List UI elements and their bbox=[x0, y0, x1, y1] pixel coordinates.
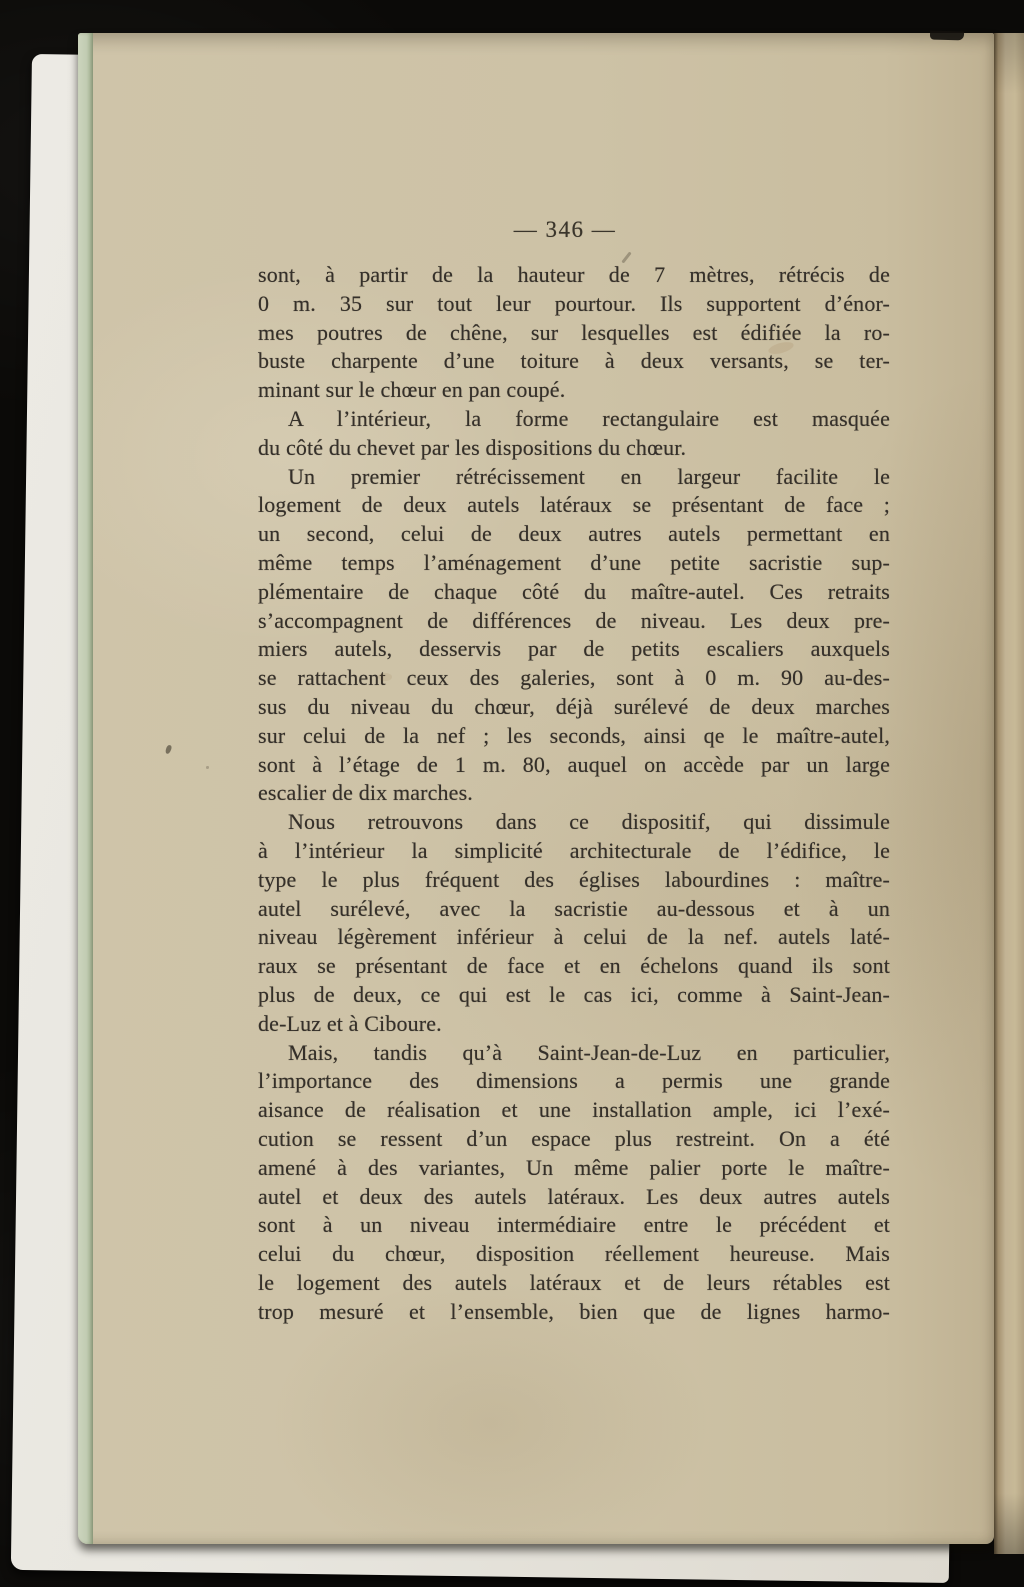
text-line: autel surélevé, avec la sacristie au-dessous et à un bbox=[258, 895, 890, 921]
text-line: sont à un niveau intermédiaire entre le précédent et bbox=[258, 1212, 890, 1238]
margin-dot-speck bbox=[206, 766, 209, 769]
text-line: s’accompagnent de différences de niveau. Les deux pre- bbox=[258, 607, 890, 633]
text-line: le logement des autels latéraux et de leurs rétables est bbox=[258, 1269, 890, 1295]
text-line: sur celui de la nef ; les seconds, ainsi qe le maître-autel, bbox=[258, 722, 890, 748]
text-line: trop mesuré et l’ensemble, bien que de lignes harmo- bbox=[258, 1298, 890, 1324]
text-line: même temps l’aménagement d’une petite sacristie sup- bbox=[258, 549, 890, 575]
paper-stain bbox=[378, 673, 392, 681]
text-line: Mais, tandis qu’à Saint-Jean-de-Luz en particulier, bbox=[288, 1039, 890, 1065]
text-line: celui du chœur, disposition réellement heureuse. Mais bbox=[258, 1241, 890, 1267]
text-line: du côté du chevet par les dispositions du chœur. bbox=[258, 434, 687, 460]
text-line: raux se présentant de face et en échelons quand ils sont bbox=[258, 953, 890, 979]
text-line: 0 m. 35 sur tout leur pourtour. Ils supportent d’énor- bbox=[258, 290, 890, 316]
page-number: — 346 — bbox=[513, 217, 617, 242]
text-line: autel et deux des autels latéraux. Les deux autres autels bbox=[258, 1183, 890, 1209]
text-line: buste charpente d’une toiture à deux versants, se ter- bbox=[258, 348, 890, 374]
page-corner-notch bbox=[930, 31, 964, 41]
text-line: Nous retrouvons dans ce dispositif, qui dissimule bbox=[288, 809, 890, 835]
text-line: minant sur le chœur en pan coupé. bbox=[258, 377, 566, 403]
paragraph bbox=[258, 261, 890, 405]
page-edge-green-strip bbox=[78, 33, 93, 1544]
paragraph bbox=[258, 1039, 890, 1327]
text-line: un second, celui de deux autres autels permettant en bbox=[258, 521, 890, 547]
text-line: plémentaire de chaque côté du maître-autel. Ces retraits bbox=[258, 578, 890, 604]
margin-ink-speck bbox=[165, 744, 173, 754]
text-line: A l’intérieur, la forme rectangulaire est masquée bbox=[288, 405, 890, 431]
paragraph bbox=[258, 808, 890, 1038]
text-line: l’importance des dimensions a permis une grande bbox=[258, 1068, 890, 1094]
text-line: escalier de dix marches. bbox=[258, 780, 473, 806]
text-line: amené à des variantes, Un même palier porte le maître- bbox=[258, 1154, 890, 1180]
text-line: à l’intérieur la simplicité architecturale de l’édifice, le bbox=[258, 837, 890, 863]
text-line: sont, à partir de la hauteur de 7 mètres, rétrécis de bbox=[258, 262, 890, 287]
text-line: niveau légèrement inférieur à celui de la nef. autels laté- bbox=[258, 924, 890, 950]
text-line: logement de deux autels latéraux se présentant de face ; bbox=[258, 492, 890, 518]
text-line: sont à l’étage de 1 m. 80, auquel on accède par un large bbox=[258, 751, 890, 777]
text-line: plus de deux, ce qui est le cas ici, comme à Saint-Jean- bbox=[258, 981, 890, 1007]
text-line: Un premier rétrécissement en largeur facilite le bbox=[288, 463, 890, 489]
text-line: de-Luz et à Ciboure. bbox=[258, 1010, 442, 1036]
paragraph bbox=[258, 463, 890, 809]
text-line: cution se ressent d’un espace plus restreint. On a été bbox=[258, 1125, 890, 1151]
book-page bbox=[78, 33, 994, 1544]
text-line: aisance de réalisation et une installation ample, ici l’exé- bbox=[258, 1097, 890, 1123]
book-gutter-fold bbox=[994, 33, 1024, 1554]
text-line: miers autels, desservis par de petits escaliers auxquels bbox=[258, 636, 890, 662]
text-block bbox=[258, 261, 890, 1326]
text-line: sus du niveau du chœur, déjà surélevé de deux marches bbox=[258, 693, 890, 719]
text-line: mes poutres de chêne, sur lesquelles est édifiée la ro- bbox=[258, 319, 890, 345]
text-line: type le plus fréquent des églises labourdines : maître- bbox=[258, 866, 890, 892]
paragraph bbox=[258, 405, 890, 463]
text-line: se rattachent ceux des galeries, sont à 0 m. 90 au-des- bbox=[258, 665, 890, 691]
